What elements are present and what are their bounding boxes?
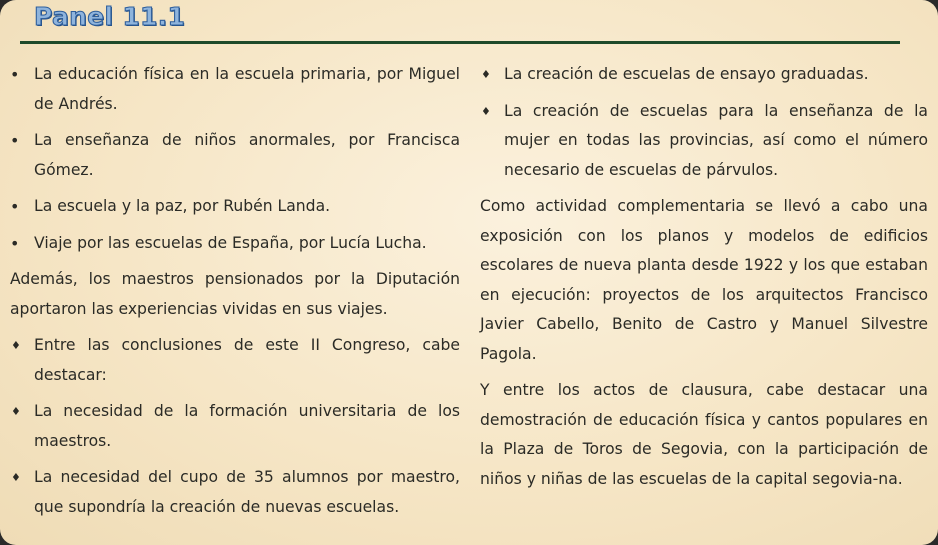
bullet-diamond-icon: ♦ [11, 471, 21, 484]
list-item-text: La necesidad del cupo de 35 alumnos por maestro, que supondría la creación de nuevas escuelas. [34, 468, 460, 516]
bullet-dot-icon: • [10, 131, 20, 150]
bullet-dot-icon: • [10, 65, 20, 84]
bullet-diamond-icon: ♦ [11, 339, 21, 352]
paragraph: Como actividad complementaria se llevó a cabo una exposición con los planos y modelos de edificios escolares de nueva planta desde 1922 y los que estaban en ejecución: proyectos de los arquitectos Francisco Javier Cabello, Benito de Castro y Manuel Silvestre Pagola. [480, 197, 928, 363]
list-item-text: Entre las conclusiones de este II Congreso, cabe destacar: [34, 336, 460, 384]
list-item [10, 126, 460, 185]
list-item-text: La creación de escuelas para la enseñanza de la mujer en todas las provincias, así como el número necesario de escuelas de párvulos. [504, 101, 928, 179]
list-item [10, 397, 460, 456]
list-item-text: La creación de escuelas de ensayo graduadas. [504, 65, 869, 83]
list-item-text: La educación física en la escuela primaria, por Miguel de Andrés. [34, 65, 460, 113]
left-column [10, 60, 460, 529]
bullet-diamond-icon: ♦ [481, 68, 491, 81]
paragraph: Y entre los actos de clausura, cabe destacar una demostración de educación física y cantos populares en la Plaza de Toros de Segovia, con la participación de niños y niñas de las escuelas de la capital segovia-na. [480, 381, 928, 488]
right-column [480, 60, 928, 501]
list-item [10, 60, 460, 119]
bullet-diamond-icon: ♦ [481, 104, 491, 118]
list-item [480, 60, 928, 90]
list-item [480, 97, 928, 186]
panel-title: Panel 11.1 [34, 2, 186, 31]
bullet-dot-icon: • [10, 233, 20, 253]
bullet-dot-icon: • [10, 197, 20, 216]
list-item-text: La necesidad de la formación universitaria de los maestros. [34, 402, 460, 450]
list-item [10, 229, 460, 259]
bullet-diamond-icon: ♦ [11, 405, 21, 418]
list-item [10, 463, 460, 522]
list-item [10, 192, 460, 222]
list-item-text: La escuela y la paz, por Rubén Landa. [34, 197, 331, 215]
title-divider [20, 41, 900, 44]
list-item-text: La enseñanza de niños anormales, por Francisca Gómez. [34, 131, 460, 179]
list-item-text: Viaje por las escuelas de España, por Lucía Lucha. [34, 233, 427, 252]
list-item [10, 331, 460, 390]
paragraph: Además, los maestros pensionados por la Diputación aportaron las experiencias vividas en sus viajes. [10, 270, 460, 318]
